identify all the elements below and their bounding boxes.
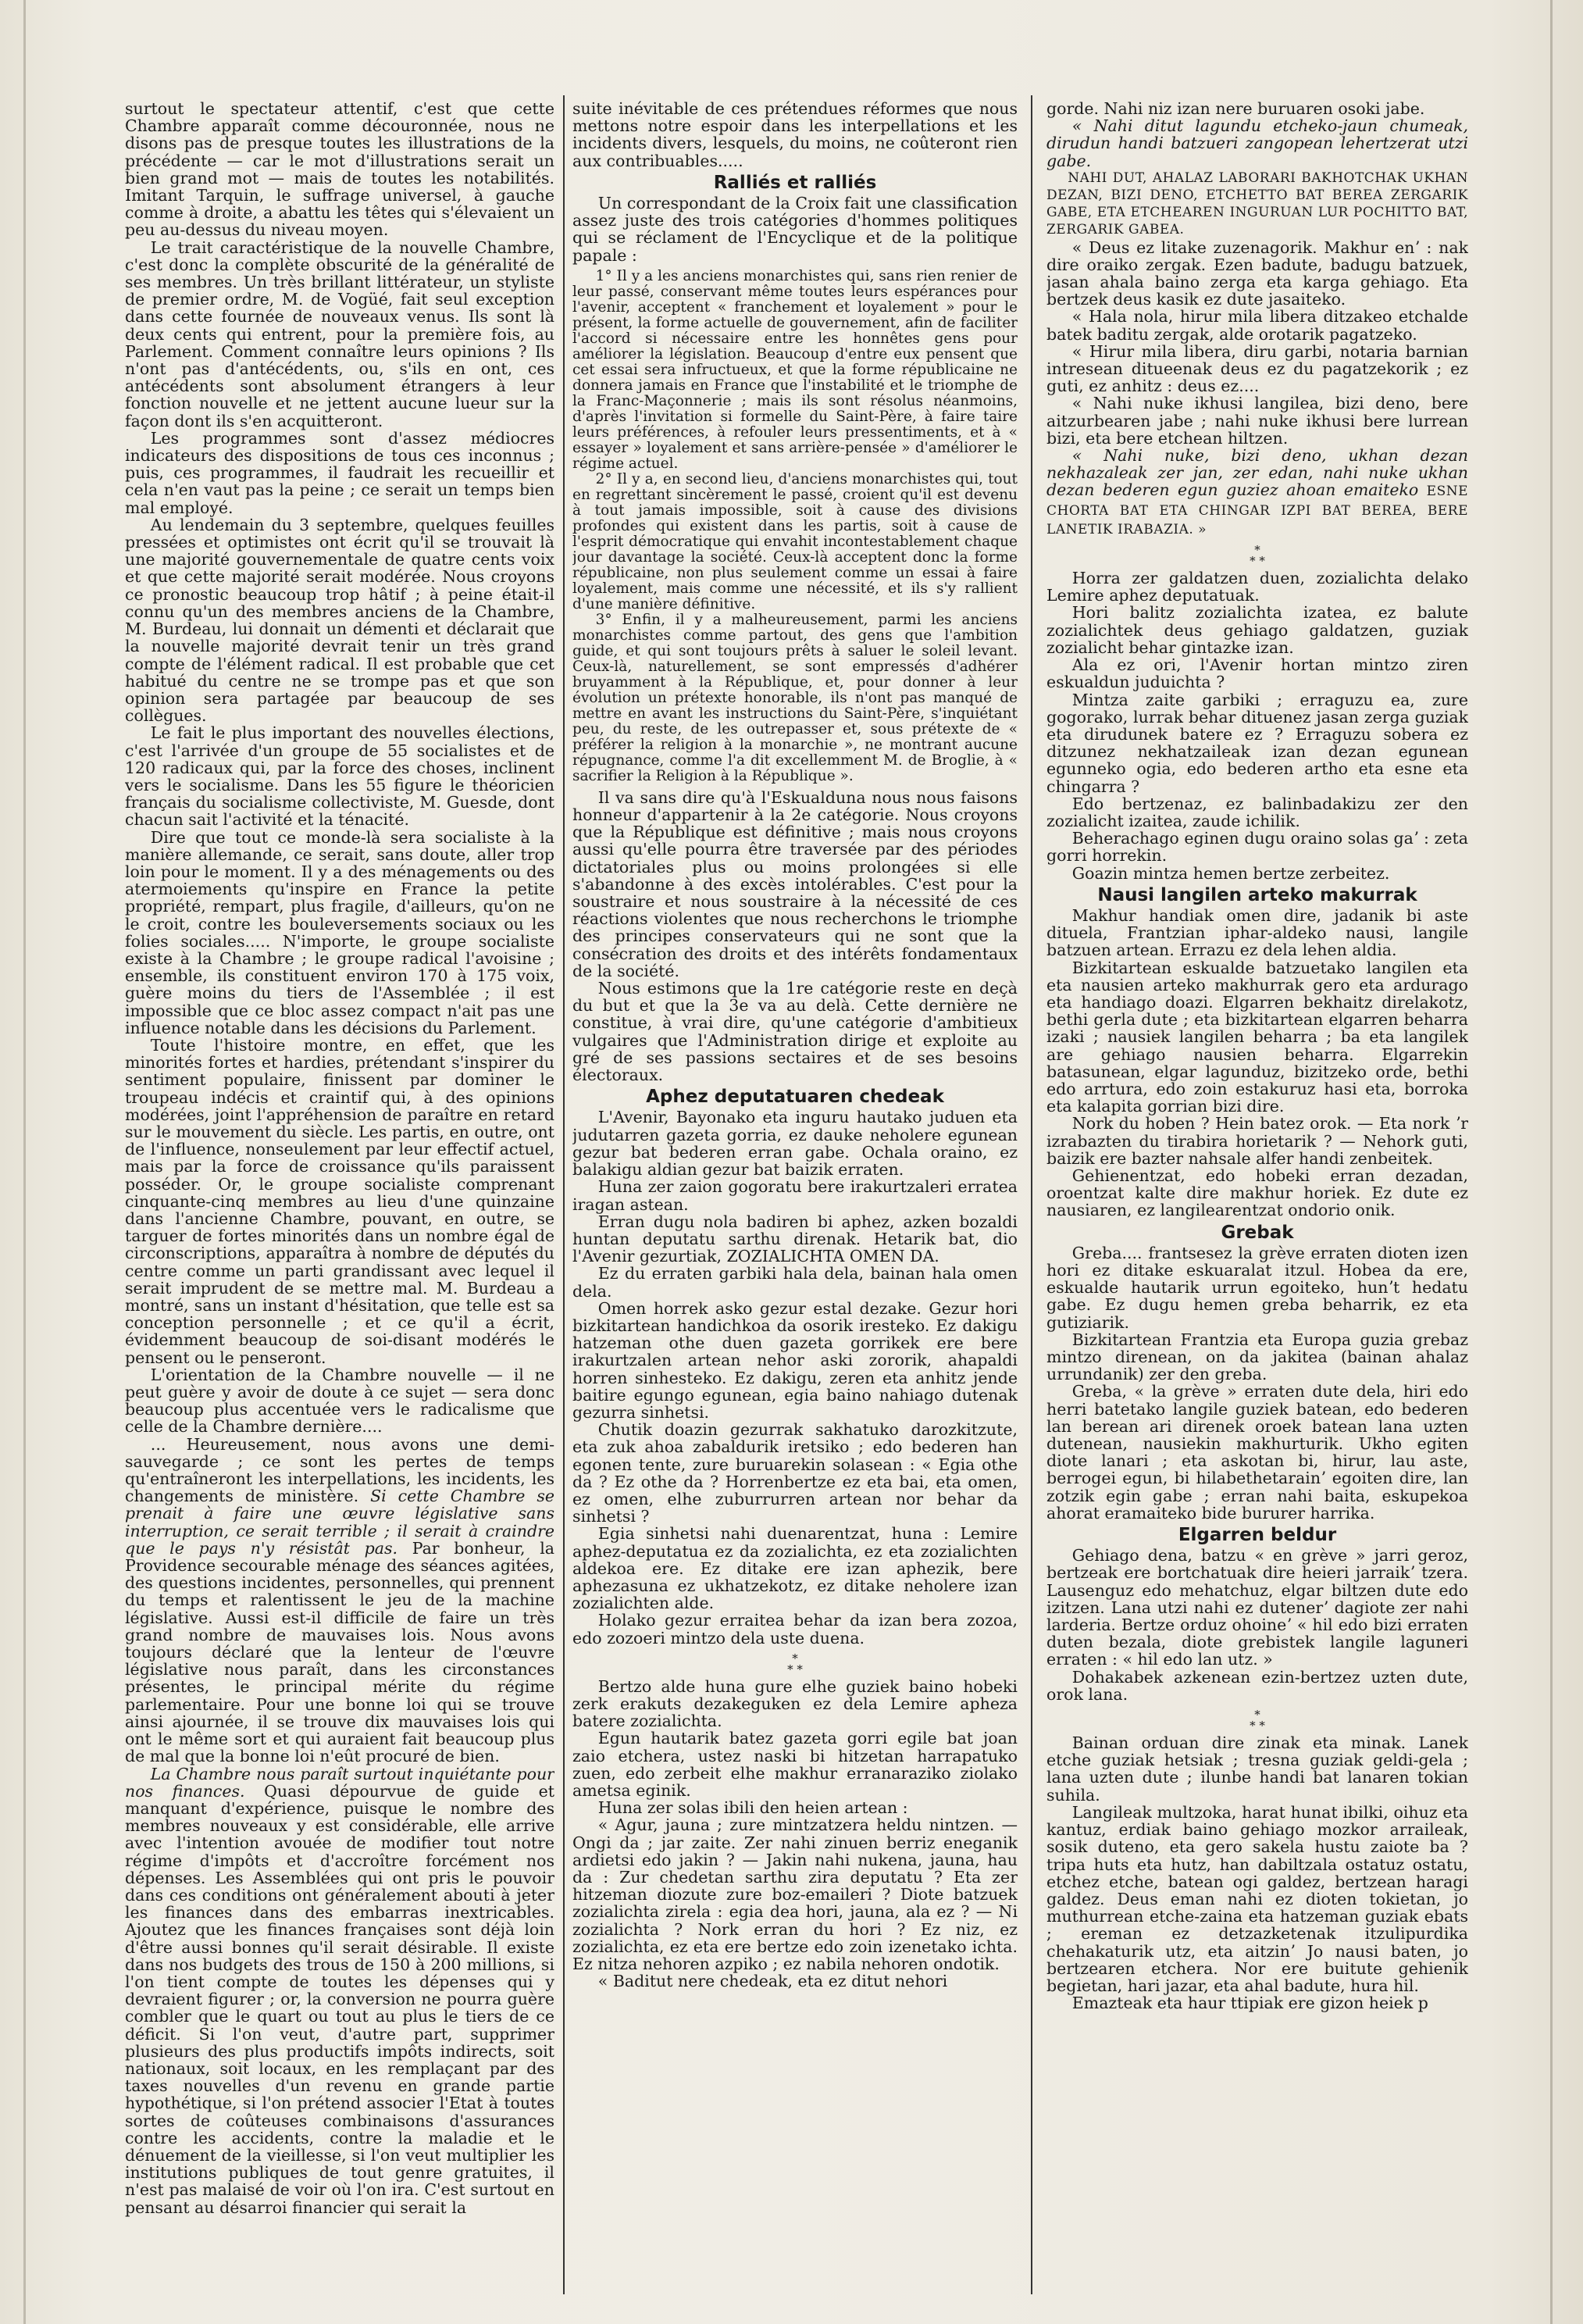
asterism-divider: * * *: [1250, 543, 1265, 569]
paragraph: Le fait le plus important des nouvelles élections, c'est l'arrivée d'un groupe de 55 socialistes et de 120 radicaux qui, par la force des choses, inclinent vers le socialisme. Dans les 55 figure le théoricien français du socialisme collectiviste, M. Guesde, dont chacun sait l'activité et la ténacité.: [125, 723, 554, 830]
italic-run: « Nahi nuke, bizi deno, ukhan dezan nekhazaleak zer jan, zer edan, nahi nuke ukhan dezan bederen egun guziez ahoan emaiteko: [1046, 446, 1468, 500]
paragraph: [125, 1765, 554, 2216]
column-rule-2: [1031, 95, 1032, 2294]
paragraph: Gehienentzat, edo hobeki erran dezadan, oroentzat kalte dire makhur horiek. Ez dute ez nausiaren, ez langilearentzat ondorio onik.: [1046, 1166, 1468, 1220]
article-heading: Elgarren beldur: [1178, 1525, 1337, 1546]
paragraph: Un correspondant de la Croix fait une classification assez juste des trois catégories d'hommes politiques qui se réclament de l'Encyclique et de la politique papale :: [572, 194, 1018, 265]
italic-run: Si cette Chambre se prenait à faire une œuvre législative sans interruption, ce serait terrible ; il serait à craindre que le pays n'y résistât pas.: [125, 1487, 554, 1558]
column-1: [125, 100, 554, 2303]
paragraph: Nork du hoben ? Hein batez orok. — Eta nork ʼr izrabazten du tirabira horietarik ? — Nehork guti, baizik ere bazter nahsale alfer handi zenbeitek.: [1046, 1114, 1468, 1168]
paragraph: Au lendemain du 3 septembre, quelques feuilles pressées et optimistes ont écrit qu'il se trouvait là une majorité gouvernementale de quatre cents voix et que cette majorité serait modérée. Nous croyons ce pronostic beaucoup trop hâtif ; à peine était-il connu qu'un des membres anciens de la Chambre, M. Burdeau, lui donnait un démenti et déclarait que la nouvelle majorité devrait tenir un très grand compte de l'élément radical. Il est probable que cet habitué du centre ne se trompe pas et que son opinion sera partagée par beaucoup de ses collègues.: [125, 515, 554, 726]
paragraph: [125, 1436, 554, 1765]
paragraph: « Hala nola, hirur mila libera ditzakeo etchalde batek baditu zergak, alde orotarik pagatzeko.: [1046, 307, 1468, 344]
column-3: [1046, 100, 1468, 2303]
paragraph: surtout le spectateur attentif, c'est que cette Chambre apparaît comme découronnée, nous ne disons pas de presque toutes les illustrations de la précédente — car le mot d'illustrations serait un bien grand mot — mais de toutes les notabilités. Imitant Tarquin, le suffrage universel, à gauche comme à droite, a abattu les têtes qui s'élevaient un peu au-dessus du niveau moyen.: [125, 100, 554, 240]
paragraph: Gehiago dena, batzu « en grève » jarri geroz, bertzeak ere bortchatuak dire heieri jarraikʼ tzera. Lausenguz edo mehatchuz, elgar biltzen dute edo izitzen. Lana utzi nahi ez dutenerʼ dagiote zer nahi larderia. Bertze orduz ohoineʼ « hil edo bizi erraten duten bezala, diote grebistek langile laguneri erraten : « hil edo lan utz. »: [1046, 1546, 1468, 1669]
article-heading: Ralliés et ralliés: [713, 172, 877, 193]
quote-paragraph: 2° Il y a, en second lieu, d'anciens monarchistes qui, tout en regrettant sincèrement le passé, croient qu'il est devenu à tout jamais impossible, soit à cause des divisions profondes qui existent dans les partis, soit à cause de l'esprit démocratique qui envahit incontestablement chaque jour davantage la société. Ceux-là acceptent donc la forme républicaine, non plus seulement comme un essai à faire loyalement, mais comme une nécessité, et ils s'y rallient d'une manière définitive.: [572, 470, 1018, 612]
article-heading: Nausi langilen arteko makurrak: [1097, 884, 1417, 905]
paragraph: Egun hautarik batez gazeta gorri egile bat joan zaio etchera, ustez naski bi hitzetan harrapatuko zuen, edo zerbeit elhe makhur erranaraziko ziolako ametsa eginik.: [572, 1729, 1018, 1800]
paragraph: Holako gezur erraitea behar da izan bera zozoa, edo zozoeri mintzo dela uste duena.: [572, 1611, 1018, 1648]
paragraph: Bizkitartean eskualde batzuetako langilen eta eta nausien arteko makhurrak gero eta ardurago eta handiago doazi. Elgarren bekhaitz direlakotz, bethi gerla dute ; eta bizkitartean elgarren beharra izaki ; nausiek langilen beharra ; ba eta langilek are gehiago nausien beharra. Elgarrekin batasunean, elgar lagunduz, bizitzeko orde, bethi edo arrtura, edo zoin estakuruz hasi eta, borroka eta kalapita gorrian bizi dire.: [1046, 958, 1468, 1116]
italic-run: La Chambre nous paraît surtout inquiétante pour nos finances.: [125, 1764, 554, 1801]
paragraph: Makhur handiak omen dire, jadanik bi aste dituela, Frantzian iphar-aldeko nausi, langile batzuen artean. Errazu ez dela lehen aldia.: [1046, 905, 1468, 960]
article-heading: Aphez deputatuaren chedeak: [646, 1087, 944, 1108]
paragraph: « Agur, jauna ; zure mintzatzera heldu nintzen. — Ongi da ; jar zaite. Zer nahi zinuen berriz eneganik ardietsi edo jakin ? — Jakin nahi nukena, jauna, hau da : Zur chedetan sarthu zira deputatu ? Eta zer hitzeman diozute zure boz-emaileri ? Diote batzuek zozialichta zirela : egia dea hori, jauna, ala ez ? — Ni zozialichta ? Nork erran du hori ? Ez niz, ez zozialichta, ez eta ere bertze edo zoin izenetako ichta. Ez nitza nehoren azpiko ; ez nabila nehoren ondotik.: [572, 1815, 1018, 1974]
paragraph: suite inévitable de ces prétendues réformes que nous mettons notre espoir dans les interpellations et les incidents divers, lesquels, du moins, ne coûteront rien aux contribuables.....: [572, 100, 1018, 170]
asterism-divider: * * *: [787, 1651, 803, 1676]
asterism-divider: * * *: [1250, 1708, 1265, 1733]
paragraph: Huna zer zaion gogoratu bere irakurtzaleri erratea iragan astean.: [572, 1177, 1018, 1214]
paragraph: [1046, 447, 1468, 538]
article-heading: Grebak: [1221, 1222, 1294, 1243]
paragraph: NAHI DUT, AHALAZ LABORARI BAKHOTCHAK UKHAN DEZAN, BIZI DENO, ETCHETTO BAT BEREA ZERGARIK GABE, ETA ETCHEAREN INGURUAN LUR POCHITTO BAT, ZERGARIK GABEA.: [1046, 170, 1468, 238]
paragraph: Le trait caractéristique de la nouvelle Chambre, c'est donc la complète obscurité de la généralité de ses membres. Un très brillant littérateur, un styliste de premier ordre, M. de Vogüé, fait seul exception dans cette fournée de nouveaux venus. Ils sont là deux cents qui entrent, pour la première fois, au Parlement. Comment connaître leurs opinions ? Ils n'ont pas d'antécédents, ou, s'ils en ont, ces antécédents sont absolument étrangers à leur fonction nouvelle et ne jettent aucune lueur sur la façon dont ils s'en acquitteront.: [125, 237, 554, 430]
paragraph: Emazteak eta haur ttipiak ere gizon heiek p: [1071, 1994, 1428, 2013]
caps-run: ESNE CHORTA BAT ETA CHINGAR IZPI BAT BEREA, BERE LANETIK IRABAZIA. »: [1046, 484, 1468, 537]
paragraph: Les programmes sont d'assez médiocres indicateurs des dispositions de tous ces inconnus ; puis, ces programmes, il faudrait les recueillir et cela n'en vaut pas la peine ; ce serait un temps bien mal employé.: [125, 428, 554, 517]
paragraph: Dohakabek azkenean ezin-bertzez uzten dute, orok lana.: [1046, 1667, 1468, 1704]
text-run: ... Heureusement, nous avons une demi-sauvegarde ; ce sont les pertes de temps qu'entraîneront les interpellations, les incidents, les changements de ministère.: [125, 1434, 554, 1506]
paragraph: « Deus ez litake zuzenagorik. Makhur enʼ : nak dire oraiko zergak. Ezen badute, badugu batzuek, jasan ahala baino zerga eta karga gehiago. Eta bertzek deus kasik ez dute jasaiteko.: [1046, 237, 1468, 309]
paragraph: Chutik doazin gezurrak sakhatuko darozkitzute, eta zuk ahoa zabaldurik iretsiko ; edo bederen han egonen tente, zure buruarekin solasean : « Egia othe da ? Ez othe da ? Horrenbertze ez eta bai, eta omen, ez omen, elhe zuburrurren artean nor behar da sinhetsi ?: [572, 1420, 1018, 1526]
paragraph: Mintza zaite garbiki ; erraguzu ea, zure gogorako, lurrak behar dituenez jasan zerga guziak eta dirudunek batere ez ? Erraguzu sobera ez ditzunez nekhatzaileak izan dezan egunean egunneko ogia, edo bederen artho eta esne eta chingarra ?: [1046, 690, 1468, 796]
paragraph: « Nahi ditut lagundu etcheko-jaun chumeak, dirudun handi batzueri zangopean lehertzerat utzi gabe.: [1046, 116, 1468, 170]
column-2: [572, 100, 1018, 2303]
paragraph: Bizkitartean Frantzia eta Europa guzia grebaz mintzo direnean, on da jakitea (bainan ahalaz urrundanik) zer den greba.: [1046, 1330, 1468, 1384]
paragraph: gorde. Nahi niz izan nere buruaren osoki jabe.: [1046, 100, 1425, 118]
paragraph: Greba.... frantsesez la grève erraten dioten izen hori ez ditake eskuaralat itzul. Hobea da ere, eskualde hautarik urrun egoiteko, hunʼt hedatu gabe. Ez dugu hemen greba beharrik, ez eta gutiziarik.: [1046, 1243, 1468, 1332]
paragraph: Huna zer solas ibili den heien artean :: [597, 1798, 908, 1818]
paragraph: Beherachago eginen dugu oraino solas gaʼ : zeta gorri horrekin.: [1046, 829, 1468, 866]
paragraph: Edo bertzenaz, ez balinbadakizu zer den zozialicht izaitea, zaude ichilik.: [1046, 794, 1468, 830]
column-rule-1: [563, 95, 565, 2294]
text-run: Par bonheur, la Providence secourable ménage des séances agitées, des questions incidentes, personnelles, qui prennent du temps et ralentissent le jeu de la machine législative. Aussi est-il difficile de faire un très grand nombre de mauvaises lois. Nous avons toujours déclaré que la lenteur de l'œuvre législative nous paraît, dans les circonstances présentes, le principal mérite du régime parlementaire. Pour une bonne loi qui se trouve ainsi ajournée, il se trouve dix mauvaises lois qui ont le même sort et qui auraient fait beaucoup plus de mal que la bonne loi n'eût procuré de bien.: [125, 1538, 554, 1766]
paragraph: « Baditut nere chedeak, eta ez ditut nehori: [597, 1972, 948, 1991]
paragraph: L'Avenir, Bayonako eta inguru hautako juduen eta judutarren gazeta gorria, ez dauke neholere egunean gezur bat bederen erran gabe. Ochala oraino, ez balakigu aldian gezur bat baizik erraten.: [572, 1108, 1018, 1180]
paragraph: Egia sinhetsi nahi duenarentzat, huna : Lemire aphez-deputatua ez da zozialichta, ez eta zozialichten aldekoa ere. Ez ditake ere izan aphezik, bere aphezasuna ez ukhatzekotz, ez ditake neholere izan zozialichten alde.: [572, 1524, 1018, 1613]
quote-paragraph: 3° Enfin, il y a malheureusement, parmi les anciens monarchistes comme partout, des gens que l'ambition guide, et qui sont toujours prêts à saluer le soleil levant. Ceux-là, naturellement, se sont empressés d'adhérer bruyamment à la République, et, pour donner à leur évolution un prétexte honorable, ils n'ont pas manqué de mettre en avant les instructions du Saint-Père, s'inquiétant peu, du reste, de les outrepasser et, sous prétexte de « préférer la religion à la monarchie », ne montrant aucune répugnance, comme l'a dit excellemment M. de Broglie, à « sacrifier la Religion à la République ».: [572, 611, 1018, 784]
paragraph: Ala ez ori, l'Avenir hortan mintzo ziren eskualdun juduichta ?: [1046, 655, 1468, 692]
paragraph: Omen horrek asko gezur estal dezake. Gezur hori bizkitartean handichkoa da osorik iresteko. Ez dakigu hatzeman othe duen gazeta gorrikek ere bere irakurtzalen artean nehor aski zororik, ahapaldi horren sinhesteko. Ez dakigu, zeren eta anhitz jende baitire egungo egunean, egia baino nahiago dutenak gezurra sinhetsi.: [572, 1298, 1018, 1422]
paragraph: « Nahi nuke ikhusi langilea, bizi deno, bere aitzurbearen jabe ; nahi nuke ikhusi bere lurrean bizi, eta bere etchean hiltzen.: [1046, 394, 1468, 448]
text-run: Quasi dépourvue de guide et manquant d'expérience, puisque le nombre des membres nouveaux y est considérable, elle arrive avec l'intention avouée de modifier tout notre régime d'impôts et d'accroître forcément nos dépenses. Les Assemblées qui ont pris le pouvoir dans ces conditions ont généralement abouti à jeter les finances dans des embarras inextricables. Ajoutez que les finances françaises sont déjà loin d'être aussi bonnes qu'il serait désirable. Il existe dans nos budgets des trous de 150 à 200 millions, si l'on tient compte de toutes les dépenses qui y devraient figurer ; or, la conversion ne pourra guère combler que le quart ou tout au plus le tiers de ce déficit. Si l'on veut, d'autre part, supprimer plusieurs des plus productifs impôts indirects, soit nationaux, soit locaux, en les remplaçant par des taxes nouvelles d'un revenu en grande partie hypothétique, si l'on prétend associer l'Etat à toutes sortes de coûteuses combinaisons d'assurances contre les accidents, contre la maladie et le dénuement de la vieillesse, si l'on veut multiplier les institutions publiques de tout genre gratuites, il n'est pas malaisé de voir où l'on ira. C'est surtout en pensant au désarroi financier qui serait la: [125, 1781, 554, 2217]
paragraph: Greba, « la grève » erraten dute dela, hiri edo herri batetako langile guziek batean, edo bederen lan berean ari direnek oroek batean lana uzten dutenean, nausiekin makhurturik. Ukho egiten diote lanari ; eta askotan bi, hirur, lau aste, berrogei egun, bi hilabethetarainʼ egoiten dire, lan zotzik egin gabe ; erran nahi baita, eskupekoa ahorat eramaiteko bide bururer harrika.: [1046, 1382, 1468, 1523]
paragraph: L'orientation de la Chambre nouvelle — il ne peut guère y avoir de doute à ce sujet — sera donc beaucoup plus accentuée vers le radicalisme que celle de la Chambre dernière....: [125, 1365, 554, 1437]
paragraph: Goazin mintza hemen bertze zerbeitez.: [1071, 863, 1390, 883]
page-left-edge: [23, 0, 26, 2324]
paragraph: Toute l'histoire montre, en effet, que les minorités fortes et hardies, prétendant s'inspirer du sentiment populaire, finissent par dominer le troupeau indécis et craintif qui, à des opinions modérées, joint l'appréhension de paraître en retard sur le mouvement du siècle. Les partis, en outre, ont de l'influence, nonseulement par leur effectif actuel, mais par la force de croissance qu'ils paraissent posséder. Or, le groupe socialiste comprenant cinquante-cinq membres au lieu d'une quinzaine dans l'ancienne Chambre, pouvant, en outre, se targuer de fortes minorités dans un nombre égal de circonscriptions, apparaîtra à nombre de députés du centre comme un parti grandissant avec lequel il serait imprudent de se mettre mal. M. Burdeau a montré, sans un instant d'hésitation, que telle est sa conception personnelle ; et ce qu'il a écrit, évidemment beaucoup de soi-disant modérés le pensent ou le penseront.: [125, 1035, 554, 1367]
paragraph: Erran dugu nola badiren bi aphez, azken bozaldi huntan deputatu sarthu direnak. Hetarik bat, dio l'Avenir gezurtiak, ZOZIALICHTA OMEN DA.: [572, 1212, 1018, 1266]
paragraph: Hori balitz zozialichta izatea, ez balute zozialichtek deus gehiago galdatzen, guziak zozialicht behar gintazke izan.: [1046, 603, 1468, 657]
paragraph: Ez du erraten garbiki hala dela, bainan hala omen dela.: [572, 1264, 1018, 1301]
paragraph: Nous estimons que la 1re catégorie reste en deçà du but et que la 3e va au delà. Cette dernière ne constitue, à vrai dire, qu'une catégorie d'ambitieux vulgaires que l'Administration dirige et exploite au gré de ses passions sectaires et de ses besoins électoraux.: [572, 979, 1018, 1085]
paragraph: « Hirur mila libera, diru garbi, notaria barnian intresean ditueenak deus ez du pagatzekorik ; ez guti, ez anhitz : deus ez....: [1046, 341, 1468, 396]
paragraph: Dire que tout ce monde-là sera socialiste à la manière allemande, ce serait, sans doute, aller trop loin pour le moment. Il y a des ménagements ou des atermoiements qu'inspire en France la petite propriété, rempart, plus fragile, d'ailleurs, qu'on ne le croit, contre les bouleversements sociaux ou les folies sociales..... N'importe, le groupe socialiste existe à la Chambre ; le groupe radical l'avoisine ; ensemble, ils constituent environ 170 à 175 voix, guère moins du tiers de l'Assemblée ; il est impossible que ce bloc assez compact n'ait pas une influence notable dans les décisions du Parlement.: [125, 827, 554, 1037]
paragraph: Bainan orduan dire zinak eta minak. Lanek etche guziak hetsiak ; tresna guziak geldi-gela ; lana uzten dute ; ilunbe handi bat lanaren tokian suhila.: [1046, 1733, 1468, 1805]
paragraph: Horra zer galdatzen duen, zozialichta delako Lemire aphez deputatuak.: [1046, 569, 1468, 605]
paragraph: Il va sans dire qu'à l'Eskualduna nous nous faisons honneur d'appartenir à la 2e catégorie. Nous croyons que la République est définitive ; mais nous croyons aussi qu'elle pourra être traversée par des périodes dictatoriales plus ou moins prolongées si elle s'abandonne à des excès intolérables. C'est pour la soustraire et nous soustraire à la nécessité de ces réactions violentes que nous recherchons le triomphe des principes conservateurs qui ne sont que la consécration des droits et des intérêts fondamentaux de la société.: [572, 787, 1018, 980]
paragraph: Bertzo alde huna gure elhe guziek baino hobeki zerk erakuts dezakeguken ez dela Lemire apheza batere zozialichta.: [572, 1676, 1018, 1731]
paragraph: Langileak multzoka, harat hunat ibilki, oihuz eta kantuz, erdiak baino gehiago mozkor arraileak, sosik duteno, eta gero sakela hustu zaiote ba ? tripa huts eta hutz, han dabiltzala ostatuz ostatu, etchez etche, batean ogi galdez, bertzean haragi galdez. Deus eman nahi ez dioten tokietan, jo muthurrean etche-zaina eta hatzeman guziak ebats ; ereman ez detzazketenak itzulipurdika chehakaturik utz, eta aitzinʼ Jo nausi baten, jo bertzearen etchera. Nor ere buitute gehienik begietan, hari jazar, eta ahal badute, hura hil.: [1046, 1802, 1468, 1995]
page-right-edge: [1550, 0, 1553, 2324]
quote-paragraph: 1° Il y a les anciens monarchistes qui, sans rien renier de leur passé, conservant même toutes leurs espérances pour l'avenir, acceptent « franchement et loyalement » pour le présent, la forme actuelle de gouvernement, afin de faciliter l'accord si nécessaire entre les honnêtes gens pour améliorer la législation. Beaucoup d'entre eux pensent que cet essai sera infructueux, et que la forme républicaine ne donnera jamais en France que l'instabilité et le triomphe de la Franc-Maçonnerie ; mais ils sont résolus néanmoins, d'après l'invitation si formelle du Saint-Père, à faire taire leurs préférences, à refouler leurs pressentiments, et à « essayer » loyalement et sans arrière-pensée » d'améliorer le régime actuel.: [572, 267, 1018, 472]
